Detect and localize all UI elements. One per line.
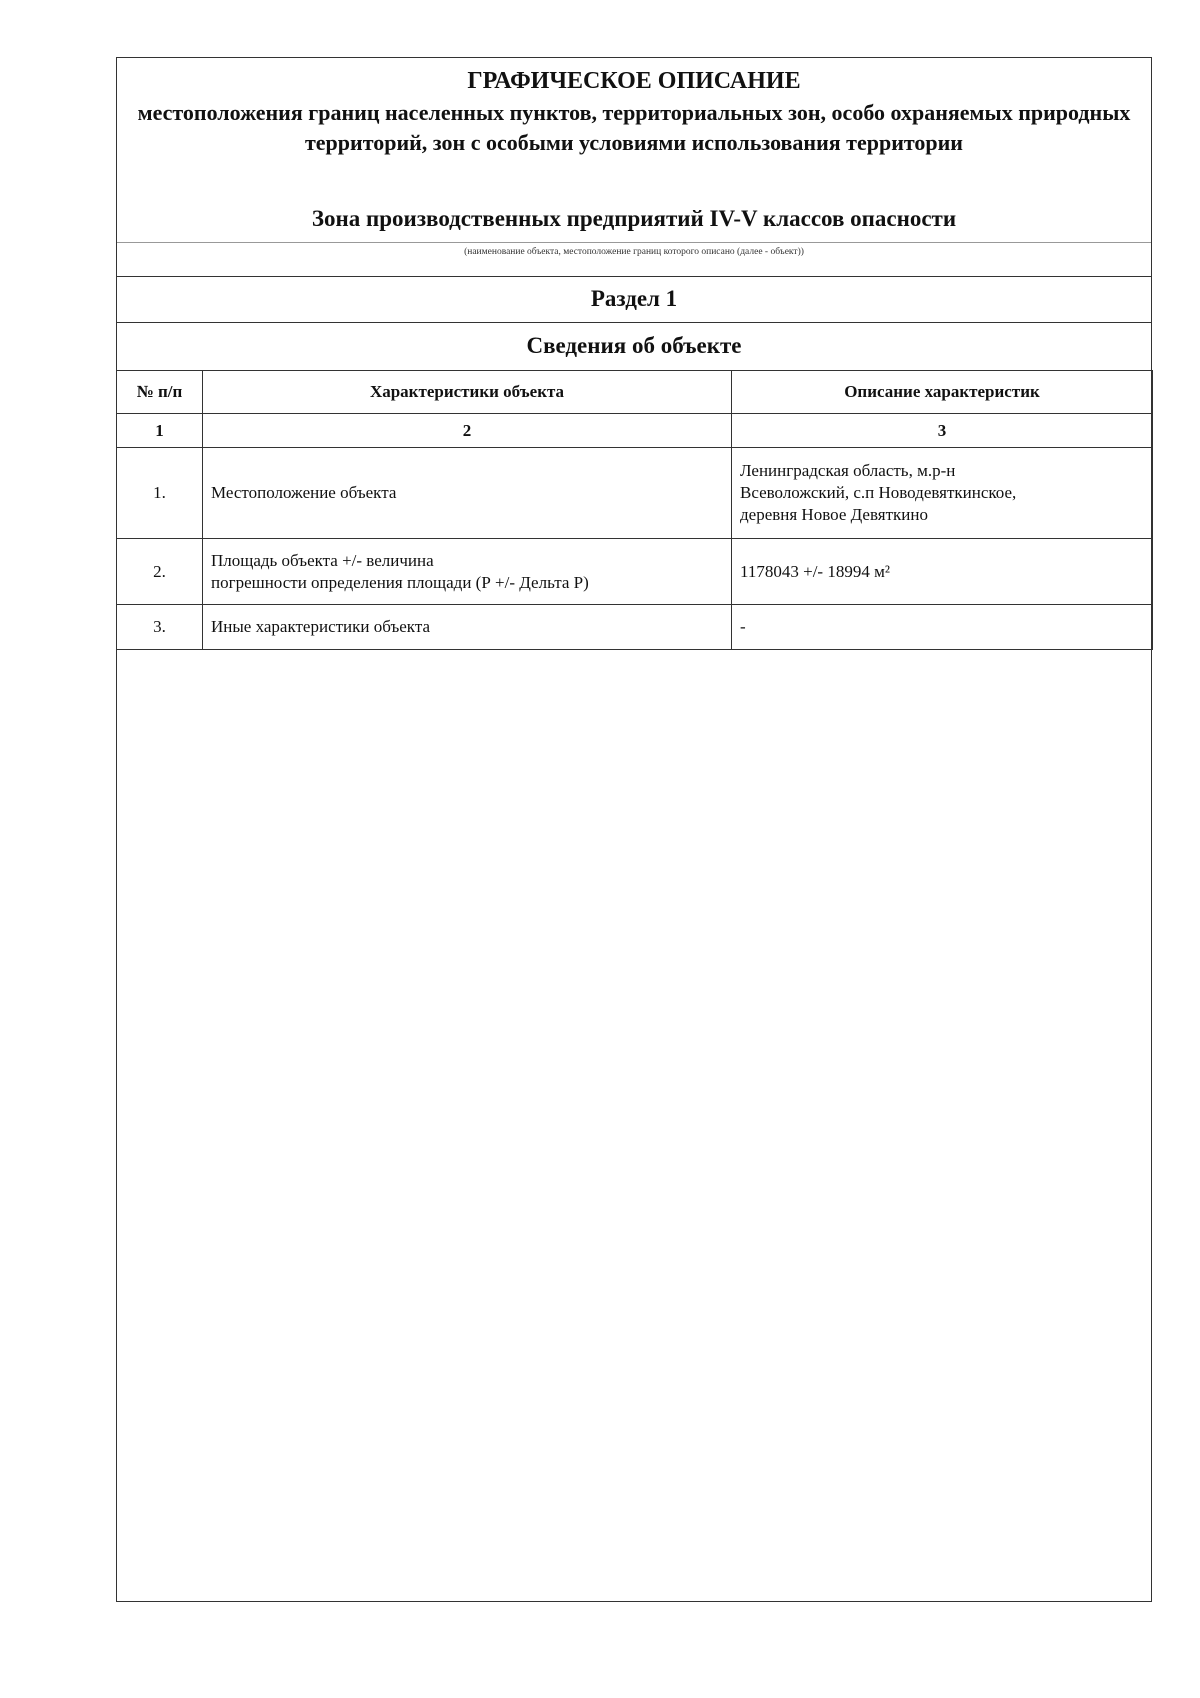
table-row — [117, 448, 1153, 539]
zone-name: Зона производственных предприятий IV-V классов опасности — [311, 206, 957, 231]
document-title: ГРАФИЧЕСКОЕ ОПИСАНИЕ — [467, 68, 801, 94]
row-number: 1. — [117, 448, 203, 539]
column-number: 2 — [203, 414, 732, 448]
section-label: Раздел 1 — [590, 286, 678, 311]
row-description: Ленинградская область, м.р-н Всеволожский, с.п Новодевяткинское, деревня Новое Девяткино — [732, 448, 1153, 539]
row-characteristic: Местоположение объекта — [203, 448, 732, 539]
document-sheet — [116, 57, 1152, 1602]
row-characteristic: Иные характеристики объекта — [203, 605, 732, 650]
document-subtitle: местоположения границ населенных пунктов, территориальных зон, особо охраняемых природных территорий, зон с особыми условиями использования территории — [137, 100, 1131, 155]
zone-underline — [117, 242, 1151, 243]
column-header-number: № п/п — [117, 371, 203, 414]
section-title: Сведения об объекте — [526, 333, 742, 358]
row-number: 2. — [117, 539, 203, 605]
row-description: 1178043 +/- 18994 м² — [732, 539, 1153, 605]
column-number: 1 — [117, 414, 203, 448]
column-number-row — [117, 414, 1153, 448]
object-info-table — [116, 370, 1153, 650]
zone-caption: (наименование объекта, местоположение границ которого описано (далее - объект)) — [464, 247, 804, 257]
row-description: - — [732, 605, 1153, 650]
column-header-characteristic: Характеристики объекта — [203, 371, 732, 414]
column-header-description: Описание характеристик — [732, 371, 1153, 414]
row-number: 3. — [117, 605, 203, 650]
row-characteristic: Площадь объекта +/- величина погрешности определения площади (Р +/- Дельта Р) — [203, 539, 732, 605]
table-header-row — [117, 371, 1153, 414]
table-row — [117, 605, 1153, 650]
table-row — [117, 539, 1153, 605]
column-number: 3 — [732, 414, 1153, 448]
document-header — [117, 58, 1151, 257]
